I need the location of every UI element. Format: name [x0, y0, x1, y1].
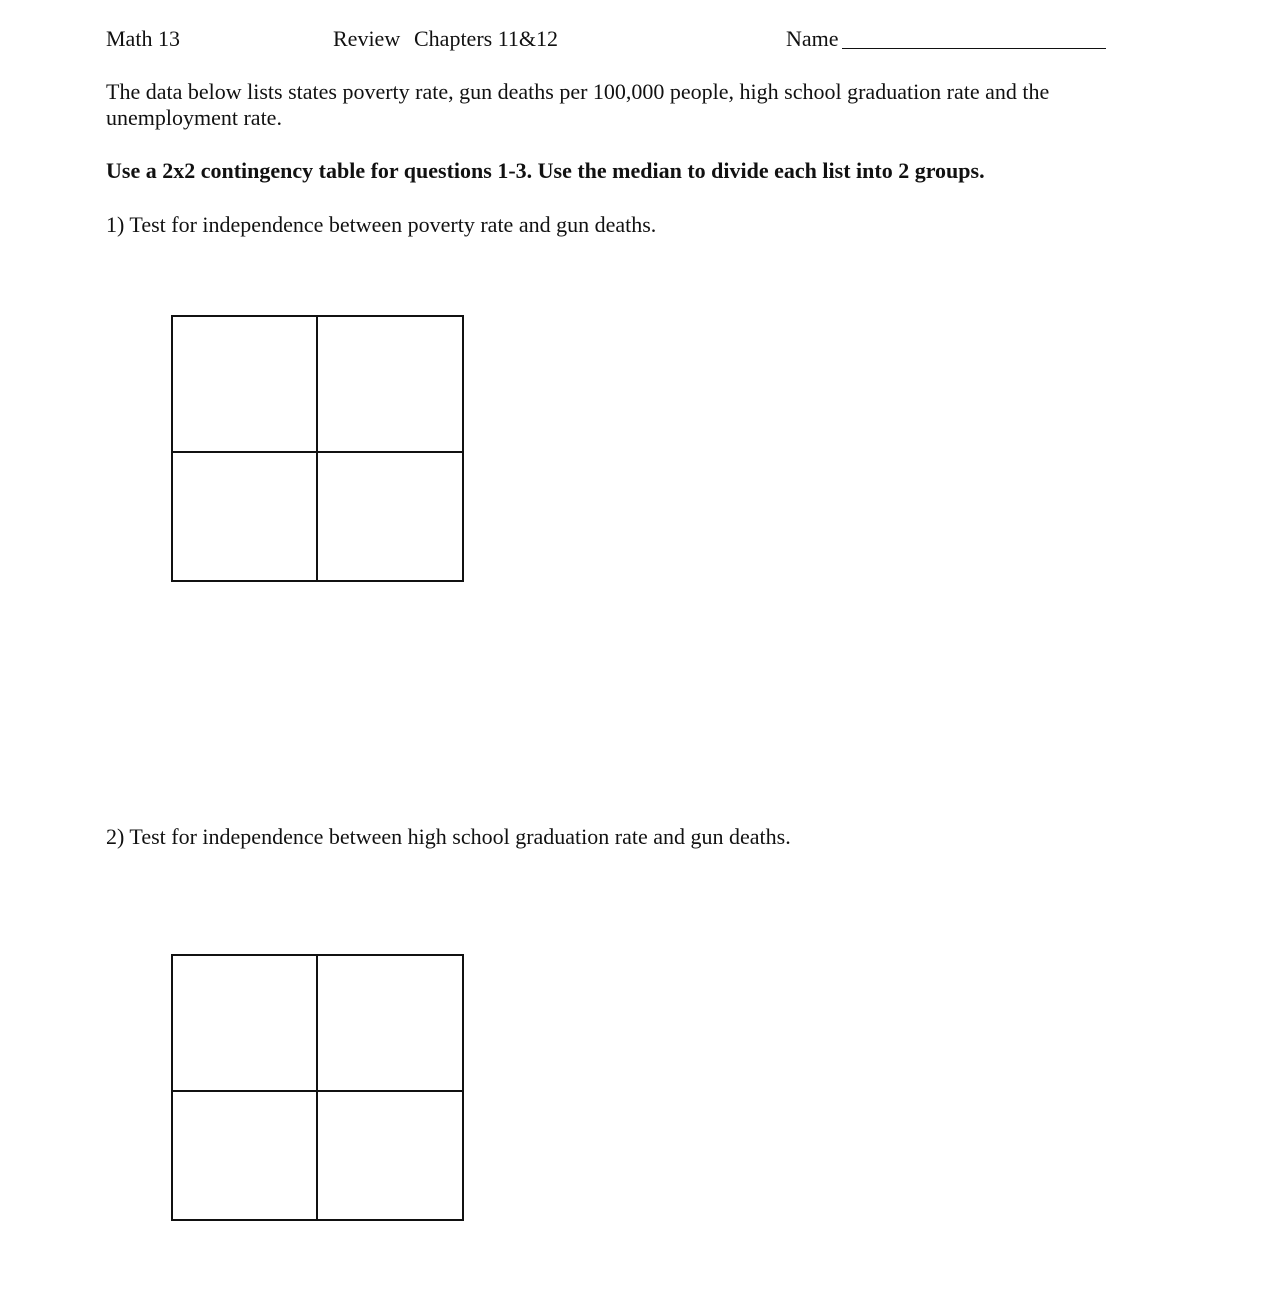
contingency-table-1 [171, 315, 464, 582]
table-1-cell-bottom-right [318, 453, 464, 582]
table-2-cell-bottom-left [173, 1092, 318, 1221]
table-1-cell-bottom-left [173, 453, 318, 582]
table-2-cell-top-left [173, 956, 318, 1092]
chapters-label: Chapters 11&12 [414, 26, 558, 51]
table-2-cell-top-right [318, 956, 464, 1092]
question-1: 1) Test for independence between poverty rate and gun deaths. [106, 212, 657, 237]
name-blank-line [842, 48, 1106, 49]
review-label: Review [333, 26, 401, 51]
course-title: Math 13 [106, 26, 180, 51]
instruction-text: Use a 2x2 contingency table for questions 1-3. Use the median to divide each list into 2 groups. [106, 158, 985, 183]
question-2: 2) Test for independence between high school graduation rate and gun deaths. [106, 824, 791, 849]
intro-paragraph: The data below lists states poverty rate, gun deaths per 100,000 people, high school graduation rate and the unemployment rate. [106, 79, 1050, 130]
contingency-table-2 [171, 954, 464, 1221]
table-2-cell-bottom-right [318, 1092, 464, 1221]
table-1-cell-top-right [318, 317, 464, 453]
table-1-cell-top-left [173, 317, 318, 453]
name-label: Name [786, 26, 839, 51]
